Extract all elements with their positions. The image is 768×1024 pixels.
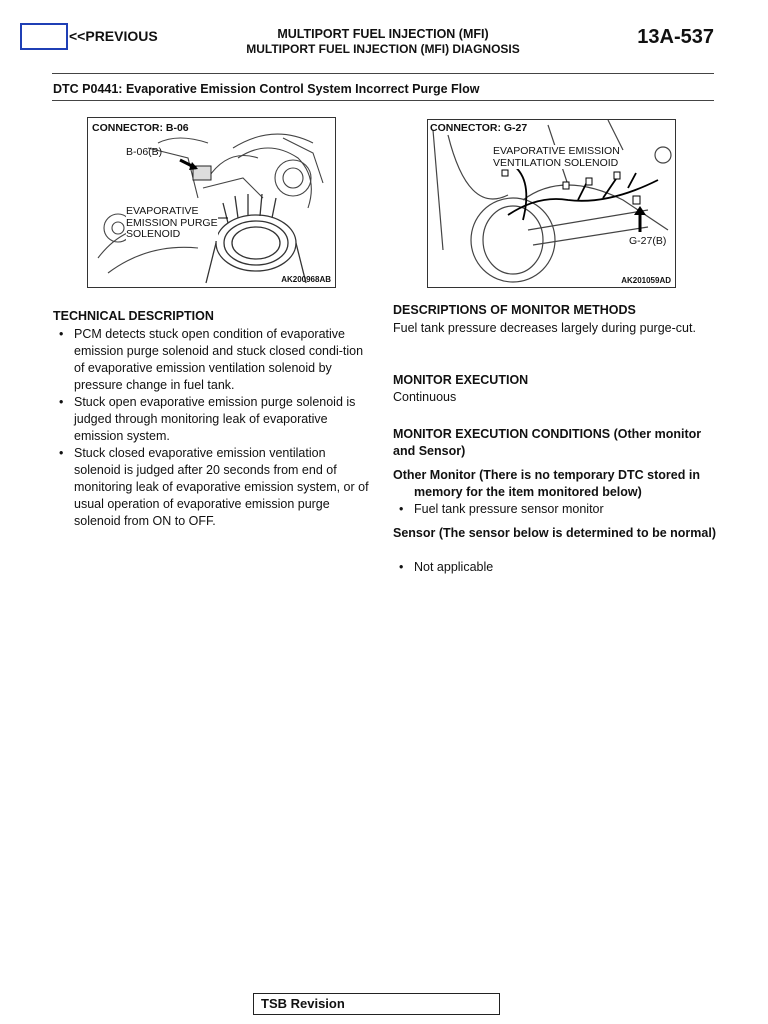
dtc-title: DTC P0441: Evaporative Emission Control System Incorrect Purge Flow <box>53 82 480 96</box>
figure-fuel-tank-area <box>427 119 676 288</box>
monitor-conditions-heading: MONITOR EXECUTION CONDITIONS (Other monitor and Sensor) <box>393 427 702 458</box>
list-item: • Not applicable <box>393 559 715 576</box>
list-item: • Stuck closed evaporative emission ventilation solenoid is judged after 20 seconds from end of monitoring leak of evaporative emission system, or of usual operation of evaporative emission purge solenoid from ON to OFF. <box>53 445 375 530</box>
technical-description-list <box>53 326 375 530</box>
connector-label: CONNECTOR: B-06 <box>92 122 189 134</box>
list-item: • Stuck open evaporative emission purge solenoid is judged through monitoring leak of evaporative emission system. <box>53 394 375 445</box>
monitor-methods-text: Fuel tank pressure decreases largely during purge-cut. <box>393 321 696 335</box>
component-label: EVAPORATIVE EMISSION PURGE SOLENOID <box>126 205 218 240</box>
connector-label: CONNECTOR: G-27 <box>430 122 528 134</box>
callout-label: B-06(B) <box>126 146 163 158</box>
figure-id: AK201059AD <box>621 276 671 285</box>
other-monitor-heading: Other Monitor (There is no temporary DTC stored in memory for the item monitored below) <box>393 468 700 499</box>
header-rule <box>52 73 714 74</box>
technical-description-heading: TECHNICAL DESCRIPTION <box>53 309 214 323</box>
figure-engine-bay <box>87 117 336 288</box>
monitor-execution-text: Continuous <box>393 390 457 404</box>
list-item: • Fuel tank pressure sensor monitor <box>393 501 715 518</box>
other-monitor-list <box>393 501 715 518</box>
sensor-list <box>393 559 715 576</box>
tsb-revision-box: TSB Revision <box>253 993 500 1015</box>
monitor-execution-heading: MONITOR EXECUTION <box>393 373 529 387</box>
subsection-title: MULTIPORT FUEL INJECTION (MFI) DIAGNOSIS <box>246 42 520 56</box>
callout-label: G-27(B) <box>629 235 667 247</box>
section-title: MULTIPORT FUEL INJECTION (MFI) <box>277 27 489 41</box>
component-label: EVAPORATIVE EMISSION VENTILATION SOLENOID <box>493 145 620 169</box>
engine-illustration <box>88 118 335 287</box>
list-item: • PCM detects stuck open condition of evaporative emission purge solenoid and stuck closed condi-tion of evaporative emission ventilation solenoid by pressure change in fuel tank. <box>53 326 375 394</box>
figure-id: AK200968AB <box>281 275 331 284</box>
monitor-methods-heading: DESCRIPTIONS OF MONITOR METHODS <box>393 303 636 317</box>
previous-link[interactable]: <<PREVIOUS <box>69 28 158 44</box>
page-number: 13A-537 <box>637 26 714 48</box>
title-rule <box>52 100 714 101</box>
sensor-heading: Sensor (The sensor below is determined to be normal) <box>393 526 716 540</box>
previous-box[interactable] <box>20 23 68 50</box>
